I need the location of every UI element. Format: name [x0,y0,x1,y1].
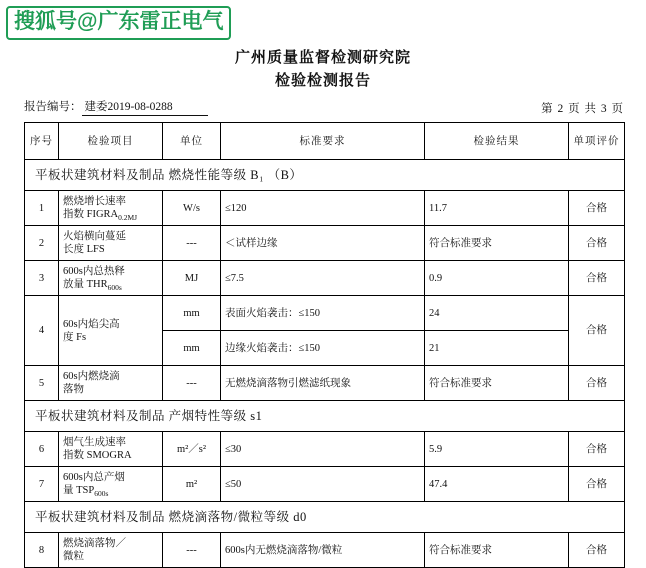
cell-item [59,261,163,296]
cell-requirement: ≤50 [221,467,425,502]
cell-result: 47.4 [425,467,569,502]
cell-seq: 1 [25,191,59,226]
cell-item [59,432,163,467]
watermark-text: 搜狐号@广东雷正电气 [14,10,224,33]
item-subscript: 0.2MJ [118,212,138,222]
item-main: 燃烧增长速率 [63,195,126,207]
cell-requirement: 表面火焰袭击：≤150 [221,296,425,331]
table-header-row [25,123,625,160]
report-number-value: 建委2019-08-0288 [82,100,208,116]
cell-unit: --- [163,533,221,568]
table-row [25,432,625,467]
institution-name: 广州质量监督检测研究院 [234,50,411,66]
cell-requirement: ≤30 [221,432,425,467]
cell-seq: 5 [25,366,59,401]
item-subscript: 600s [94,488,109,498]
cell-requirement: ≤120 [221,191,425,226]
cell-item [59,226,163,261]
table-row [25,467,625,502]
inspection-results-table [24,122,625,568]
section-title-smoke-grade: 平板状建筑材料及制品 产烟特性等级 s1 [25,401,625,432]
cell-requirement: ＜试样边缘 [221,226,425,261]
cell-seq: 3 [25,261,59,296]
item-sub: 指数 SMOGRA [63,450,132,461]
cell-evaluation: 合格 [569,226,625,261]
cell-unit: --- [163,226,221,261]
cell-evaluation: 合格 [569,191,625,226]
report-number-label: 报告编号： [24,101,82,113]
header-evaluation: 单项评价 [569,123,625,160]
cell-evaluation: 合格 [569,467,625,502]
item-sub: 度 Fs [63,331,87,343]
item-sub: 长度 LFS [63,244,105,255]
cell-evaluation: 合格 [569,296,625,366]
table-row [25,191,625,226]
table-row [25,366,625,401]
item-main: 600s内总产烟 [63,471,125,483]
cell-unit: MJ [163,261,221,296]
table-row [25,226,625,261]
item-main: 火焰横向蔓延 [63,231,126,242]
page-info: 第 2 页 共 3 页 [541,103,624,115]
cell-item [59,467,163,502]
header-requirement: 标准要求 [221,123,425,160]
cell-evaluation: 合格 [569,261,625,296]
item-subscript: 600s [107,282,122,292]
cell-item [59,296,163,366]
header-unit: 单位 [163,123,221,160]
cell-seq: 4 [25,296,59,366]
cell-result: 24 [425,296,569,331]
table-row [25,533,625,568]
cell-item [59,191,163,226]
section-title-droplets-grade: 平板状建筑材料及制品 燃烧滴落物/微粒等级 d0 [25,502,625,533]
cell-evaluation: 合格 [569,366,625,401]
section-header-row [25,160,625,191]
cell-unit: m² [163,467,221,502]
cell-seq: 8 [25,533,59,568]
item-sub: 落物 [63,384,84,395]
item-main: 燃烧滴落物／ [63,538,126,549]
cell-evaluation: 合格 [569,432,625,467]
section-title-burning-grade: 平板状建筑材料及制品 燃烧性能等级 B₁ （B） [25,160,625,191]
cell-seq: 7 [25,467,59,502]
section-header-row [25,502,625,533]
report-number-block [24,100,208,116]
cell-result: 符合标准要求 [425,226,569,261]
cell-unit: m²／s² [163,432,221,467]
cell-result: 0.9 [425,261,569,296]
cell-result: 符合标准要求 [425,366,569,401]
cell-seq: 6 [25,432,59,467]
cell-evaluation: 合格 [569,533,625,568]
cell-item [59,533,163,568]
item-main: 60s内焰尖高 [63,318,120,330]
cell-unit: W/s [163,191,221,226]
table-row [25,261,625,296]
item-sub: 微粒 [63,551,84,562]
report-title-block [0,48,646,92]
item-sub: 指数 FIGRA [63,208,119,220]
item-main: 烟气生成速率 [63,437,126,448]
cell-result: 符合标准要求 [425,533,569,568]
header-result: 检验结果 [425,123,569,160]
item-main: 600s内总热释 [63,265,125,277]
cell-requirement: 边缘火焰袭击：≤150 [221,331,425,366]
cell-result: 21 [425,331,569,366]
table-row [25,296,625,331]
cell-item [59,366,163,401]
report-meta-row [0,100,646,116]
report-title: 检验检测报告 [274,73,371,89]
item-main: 60s内燃烧滴 [63,371,120,382]
cell-unit: --- [163,366,221,401]
cell-unit: mm [163,296,221,331]
section-header-row [25,401,625,432]
cell-result: 11.7 [425,191,569,226]
cell-unit: mm [163,331,221,366]
header-seq: 序号 [25,123,59,160]
cell-requirement: 600s内无燃烧滴落物/微粒 [221,533,425,568]
header-item: 检验项目 [59,123,163,160]
cell-result: 5.9 [425,432,569,467]
item-sub: 量 TSP [63,484,95,496]
cell-requirement: ≤7.5 [221,261,425,296]
cell-requirement: 无燃烧滴落物引燃滤纸现象 [221,366,425,401]
item-sub: 放量 THR [63,278,108,290]
cell-seq: 2 [25,226,59,261]
